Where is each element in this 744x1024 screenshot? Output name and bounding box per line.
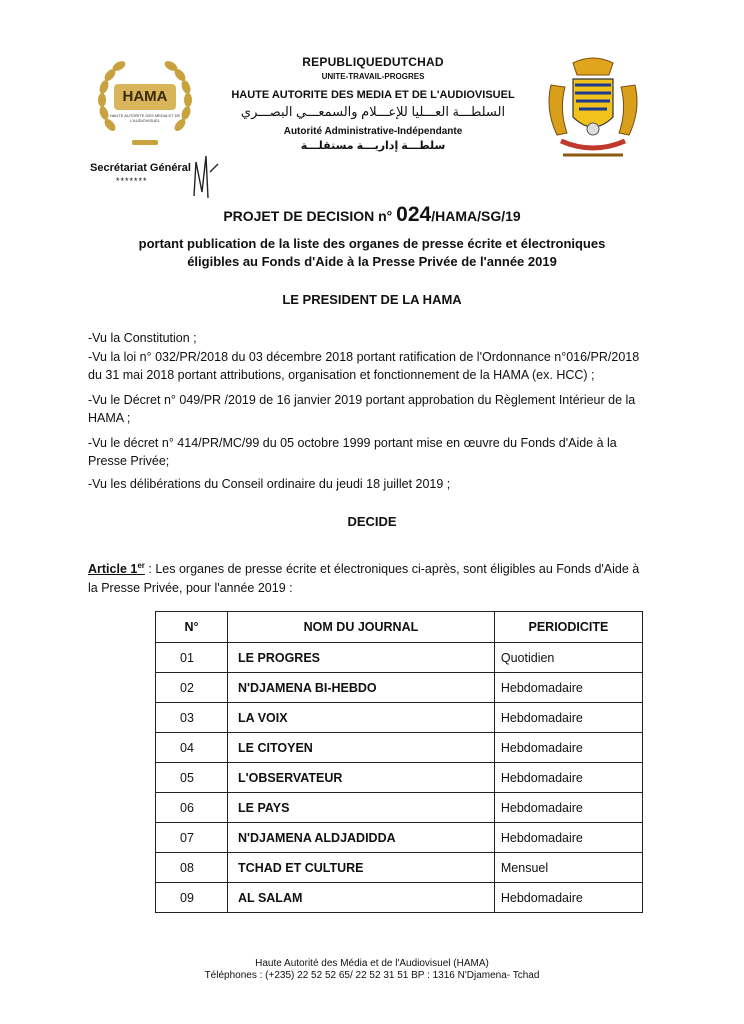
journal-name: LE PROGRES [228,643,495,673]
periodicity: Hebdomadaire [494,763,642,793]
col-header-number: N° [156,612,228,643]
journal-name: TCHAD ET CULTURE [228,853,495,883]
journal-name: N'DJAMENA ALDJADIDDA [228,823,495,853]
authority-status: Autorité Administrative-Indépendante [283,126,463,137]
col-header-periodicity: PERIODICITE [494,612,642,643]
decision-number: 024 [396,203,432,226]
footer-contact: Téléphones : (+235) 22 52 52 65/ 22 52 31 51 BP : 1316 N'Djamena- Tchad [204,970,540,981]
row-number: 05 [156,763,228,793]
visa-decret-414: -Vu le décret n° 414/PR/MC/99 du 05 octobre 1999 portant mise en œuvre du Fonds d'Aide à la Presse Privée; [88,436,617,468]
article-label: Article 1er [88,561,145,577]
table-row [156,703,643,733]
periodicity: Hebdomadaire [494,883,642,913]
president-heading: LE PRESIDENT DE LA HAMA [282,292,462,307]
decision-title [60,203,684,227]
journal-name: LE CITOYEN [228,733,495,763]
row-number: 06 [156,793,228,823]
republic-title: REPUBLIQUEDUTCHAD [302,55,444,69]
coat-of-arms-icon [543,55,643,165]
decide-heading: DECIDE [347,514,397,529]
journal-name: LA VOIX [228,703,495,733]
table-row [156,823,643,853]
authority-status-arabic: سلطـــة إداريـــة مستقلـــة [300,140,446,152]
periodicity: Hebdomadaire [494,703,642,733]
row-number: 07 [156,823,228,853]
secretariat-label: Secrétariat Général [90,162,191,174]
table-header-row [156,612,643,643]
secretariat-stars: ******* [116,176,148,186]
table-row [156,643,643,673]
periodicity: Mensuel [494,853,642,883]
footer-organization: Haute Autorité des Média et de l'Audiovisuel (HAMA) [255,958,489,969]
row-number: 08 [156,853,228,883]
periodicity: Hebdomadaire [494,673,642,703]
row-number: 03 [156,703,228,733]
table-row [156,793,643,823]
visa-loi-032: -Vu la loi n° 032/PR/2018 du 03 décembre 2018 portant ratification de l'Ordonnance n°016/PR/2018 du 31 mai 2018 portant attributions, organisation et fonctionnement de la HAMA (ex. HCC) ; [88,350,640,382]
article-1 [88,556,644,598]
table-row [156,673,643,703]
national-motto: UNITE-TRAVAIL-PROGRES [321,72,425,81]
periodicity: Hebdomadaire [494,823,642,853]
visa-constitution: -Vu la Constitution ; [88,331,197,345]
decision-prefix: PROJET DE DECISION n° [223,208,393,224]
periodicity: Hebdomadaire [494,793,642,823]
decision-suffix: /HAMA/SG/19 [431,208,521,224]
journal-name: L'OBSERVATEUR [228,763,495,793]
visa-decret-049: -Vu le Décret n° 049/PR /2019 de 16 janvier 2019 portant approbation du Règlement Intérieur de la HAMA ; [88,393,636,425]
row-number: 04 [156,733,228,763]
table-row [156,733,643,763]
col-header-journal: NOM DU JOURNAL [228,612,495,643]
journal-name: LE PAYS [228,793,495,823]
hama-badge: HAMA [114,84,176,110]
hama-tagline: HAUTE AUTORITE DES MEDIA ET DE L'AUDIOVISUEL [109,113,181,123]
coat-of-arms [543,55,643,165]
table-row [156,853,643,883]
hama-logo [92,55,198,155]
visa-deliberations: -Vu les délibérations du Conseil ordinaire du jeudi 18 juillet 2019 ; [88,477,451,491]
row-number: 01 [156,643,228,673]
table-row [156,763,643,793]
signature-icon [188,152,224,202]
authority-name-arabic: السلطـــة العـــليا للإعـــلام والسمعـــي البصـــري [240,104,506,119]
journal-name: AL SALAM [228,883,495,913]
article-text: : Les organes de presse écrite et électroniques ci-après, sont éligibles au Fonds d'Aide à la Presse Privée, pour l'année 2019 : [88,562,640,596]
authority-name: HAUTE AUTORITE DES MEDIA ET DE L'AUDIOVISUEL [231,89,515,101]
handwritten-signature [188,152,224,202]
row-number: 09 [156,883,228,913]
periodicity: Quotidien [494,643,642,673]
row-number: 02 [156,673,228,703]
table-row [156,883,643,913]
journal-name: N'DJAMENA BI-HEBDO [228,673,495,703]
periodicity: Hebdomadaire [494,733,642,763]
decision-subtitle-line1: portant publication de la liste des organes de presse écrite et électroniques [138,236,606,251]
journals-table [155,611,643,913]
decision-subtitle-line2: éligibles au Fonds d'Aide à la Presse Privée de l'année 2019 [187,254,557,269]
